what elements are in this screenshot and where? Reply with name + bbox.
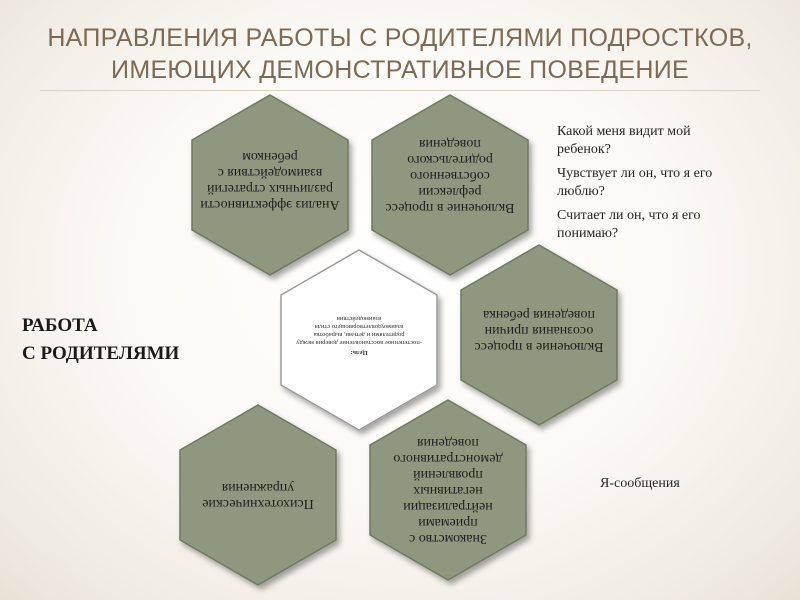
left-label-line1: РАБОТА bbox=[22, 315, 98, 336]
hex-top-left-text: Анализ эффективности различных стратегий взаимодействия с ребенком bbox=[200, 149, 340, 212]
hex-bottom-right-text: Знакомство с приемами нейтрализации негативных проявлений демонстративного поведения bbox=[393, 435, 503, 546]
hex-center-heading: Цель: bbox=[350, 349, 368, 356]
hex-center-body: -постепенное восстановление доверия между родителями и детьми, выработка взаимоудовлетворяющего стиля взаимодействия bbox=[296, 315, 423, 346]
side-questions bbox=[557, 123, 742, 249]
hex-bottom-left-text: Психотехнические упражнения bbox=[202, 480, 314, 511]
side-question: Какой меня видит мой ребенок? bbox=[557, 124, 691, 157]
left-label-line2: С РОДИТЕЛЯМИ bbox=[22, 343, 180, 364]
slide-title: НАПРАВЛЕНИЯ РАБОТЫ С РОДИТЕЛЯМИ ПОДРОСТКОВ, ИМЕЮЩИХ ДЕМОНСТРАТИВНОЕ ПОВЕДЕНИЕ bbox=[47, 24, 753, 84]
side-question: Считает ли он, что я его понимаю? bbox=[557, 208, 701, 241]
hex-right-text: Включение в процесс осознания причин поведения ребенка bbox=[474, 307, 604, 354]
hex-top-right-text: Включение в процесс рефлексии собственного родительского поведения bbox=[385, 136, 515, 215]
bottom-note: Я-сообщения bbox=[600, 476, 680, 491]
side-question: Чувствует ли он, что я его люблю? bbox=[557, 166, 713, 199]
hex-center-text bbox=[292, 290, 426, 380]
